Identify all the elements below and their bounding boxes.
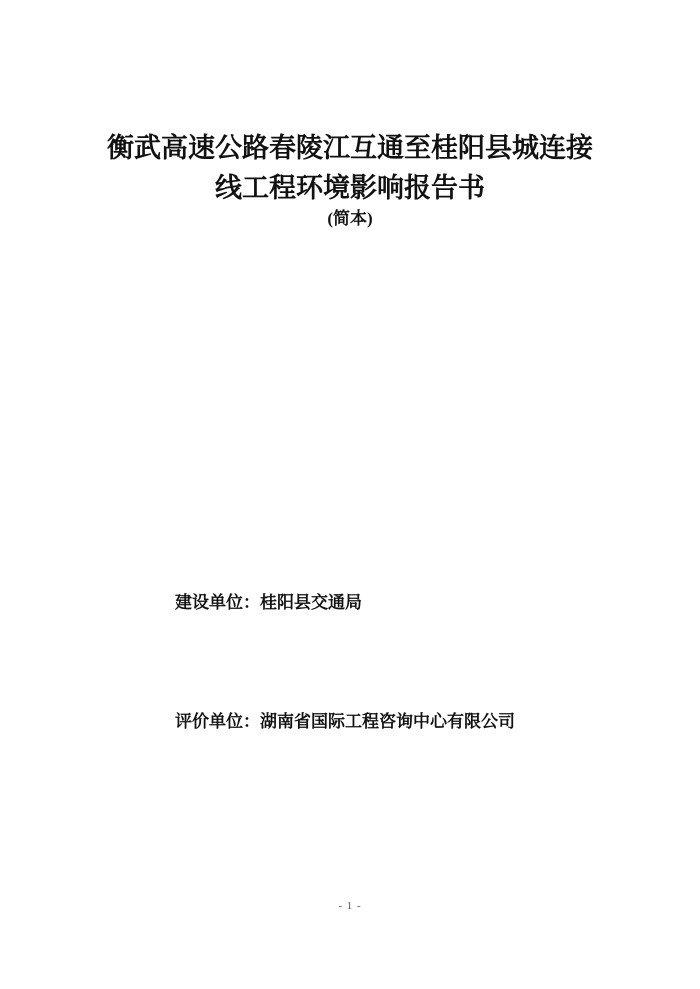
report-title-line1: 衡武高速公路春陵江互通至桂阳县城连接 <box>107 133 593 163</box>
evaluation-unit-line <box>175 710 515 734</box>
construction-unit-line <box>175 591 362 615</box>
report-subtitle: (简本) <box>327 209 373 228</box>
evaluation-unit-label: 评价单位： <box>175 712 260 731</box>
construction-unit-value: 桂阳县交通局 <box>260 593 362 612</box>
report-title-line2: 线工程环境影响报告书 <box>215 173 485 203</box>
construction-unit-label: 建设单位： <box>175 593 260 612</box>
page-number: - 1 - <box>338 900 362 912</box>
report-title <box>0 128 700 208</box>
evaluation-unit-value: 湖南省国际工程咨询中心有限公司 <box>260 712 515 731</box>
